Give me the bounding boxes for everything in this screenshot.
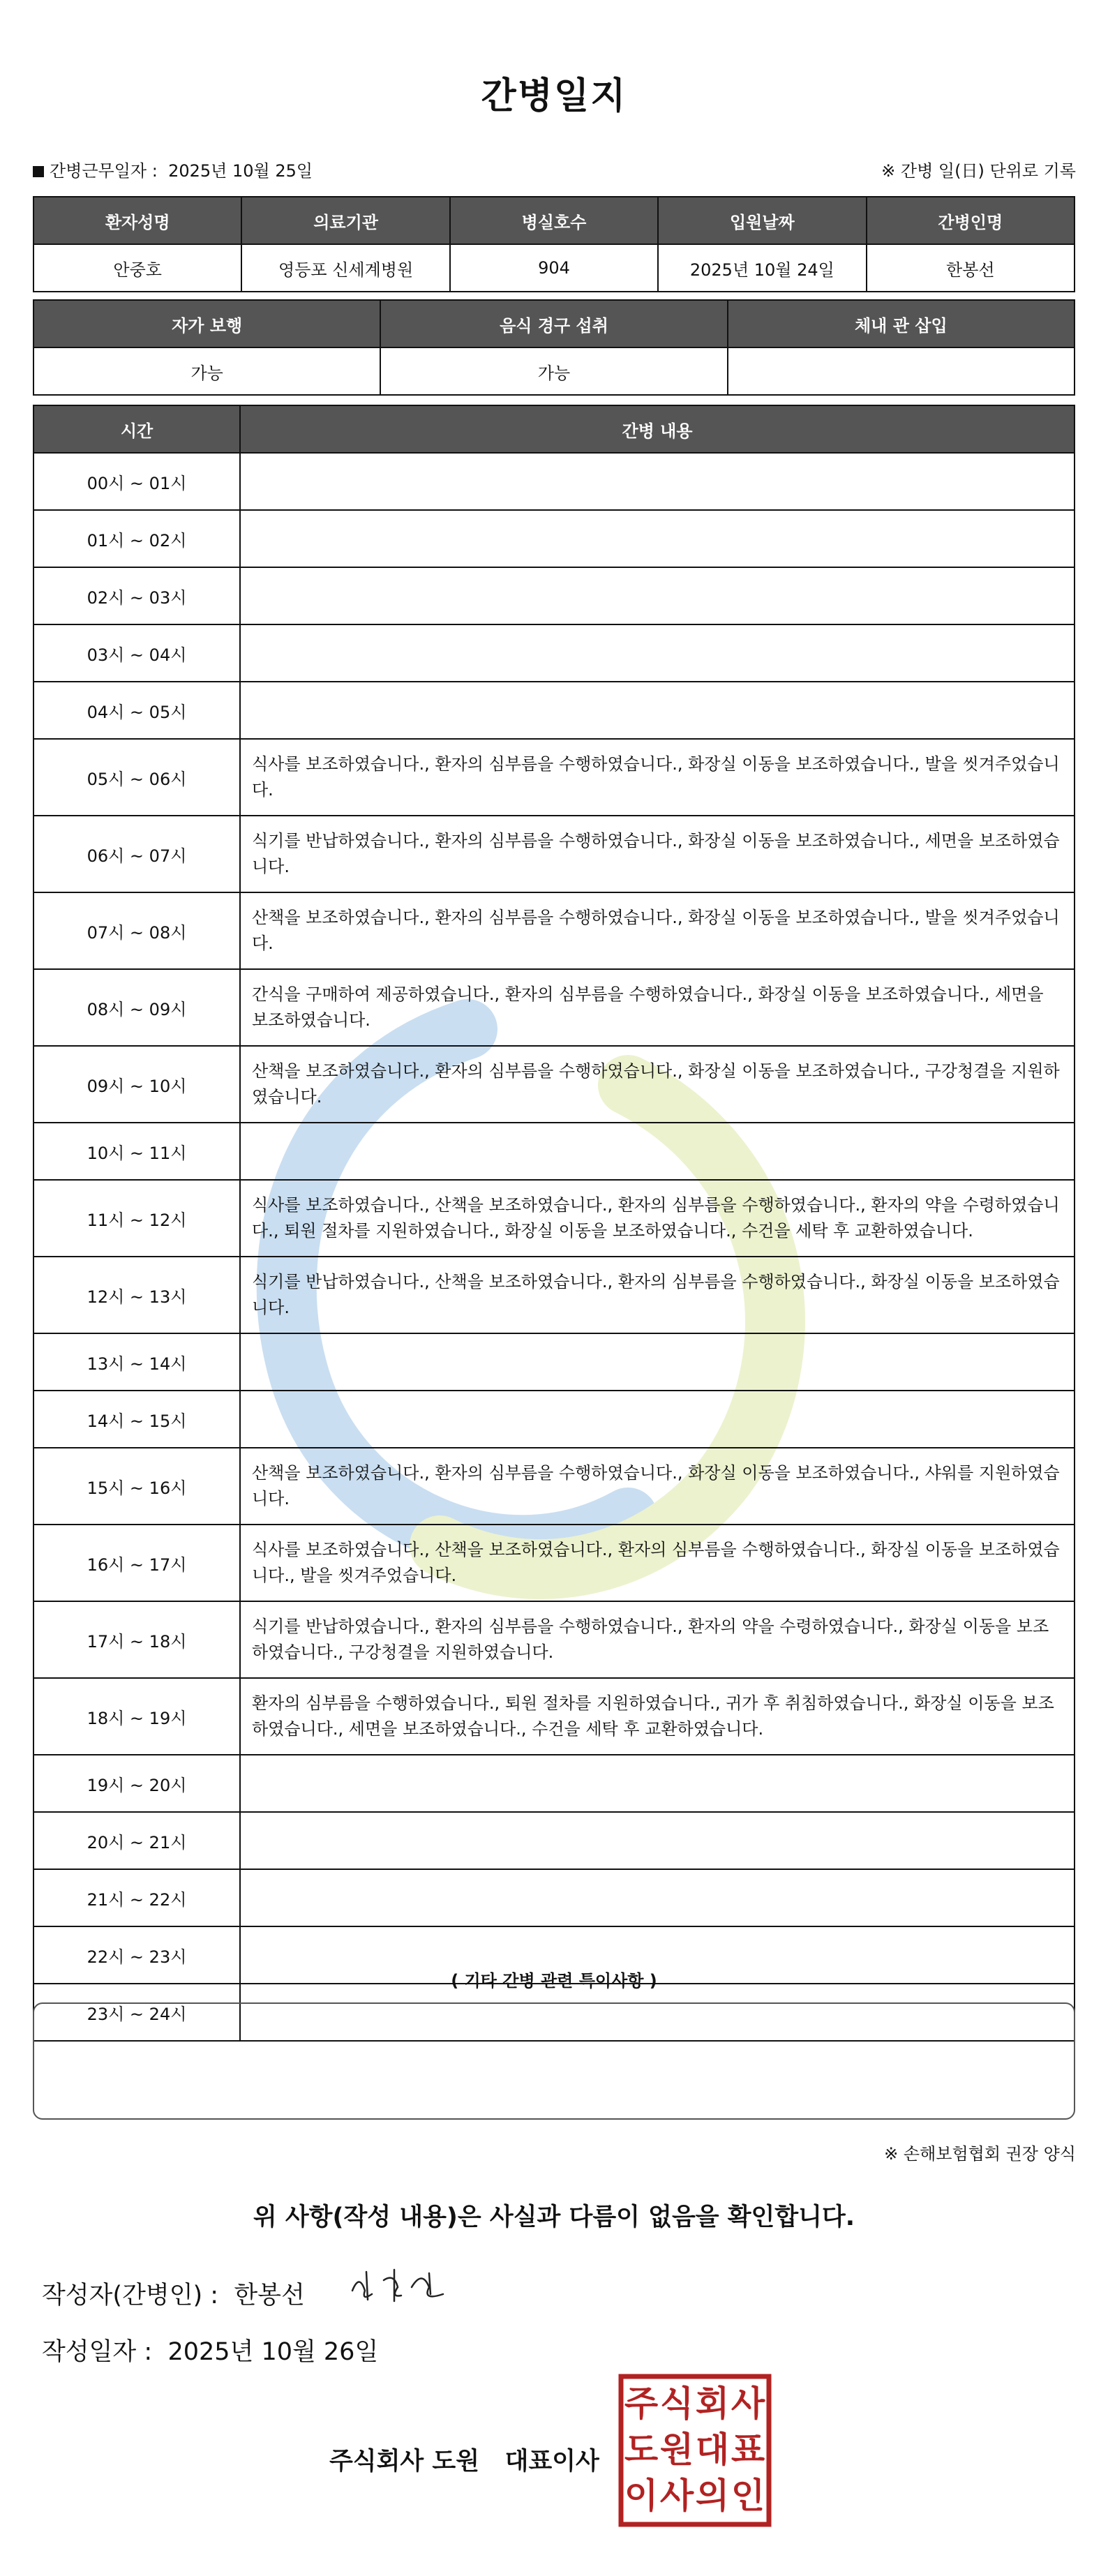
log-content (240, 682, 1075, 739)
writer-label: 작성자(간병인) : (42, 2282, 219, 2309)
seal-character: 대 (695, 2429, 730, 2470)
log-time: 08시 ~ 09시 (33, 969, 240, 1046)
room-number: 904 (450, 244, 658, 292)
oral-intake-value: 가능 (380, 347, 727, 395)
table-row (33, 816, 1075, 892)
caregiver-name: 한봉선 (867, 244, 1075, 292)
header-room: 병실호수 (450, 197, 658, 244)
log-content: 산책을 보조하였습니다., 환자의 심부름을 수행하였습니다., 화장실 이동을 보조하였습니다., 구강청결을 지원하였습니다. (240, 1046, 1075, 1123)
confirmation-statement: 위 사항(작성 내용)은 사실과 다름이 없음을 확인합니다. (253, 2203, 855, 2231)
seal-character: 주 (624, 2383, 659, 2424)
tube-insertion-value (728, 347, 1075, 395)
log-content (240, 1869, 1075, 1926)
seal-character: 식 (659, 2383, 694, 2424)
log-content: 간식을 구매하여 제공하였습니다., 환자의 심부름을 수행하였습니다., 화장실 이동을 보조하였습니다., 세면을 보조하였습니다. (240, 969, 1075, 1046)
table-row (33, 1812, 1075, 1869)
company-name: 주식회사 도원 (329, 2448, 480, 2476)
table-row (33, 510, 1075, 567)
seal-character: 의 (695, 2476, 730, 2516)
work-date-value: 2025년 10월 25일 (168, 161, 313, 181)
log-time: 07시 ~ 08시 (33, 892, 240, 969)
log-time: 14시 ~ 15시 (33, 1391, 240, 1448)
log-time: 20시 ~ 21시 (33, 1812, 240, 1869)
header-caregiver: 간병인명 (867, 197, 1075, 244)
log-time: 16시 ~ 17시 (33, 1525, 240, 1601)
log-content: 식기를 반납하였습니다., 산책을 보조하였습니다., 환자의 심부름을 수행하였습니다., 화장실 이동을 보조하였습니다. (240, 1257, 1075, 1333)
log-time: 19시 ~ 20시 (33, 1755, 240, 1812)
log-content (240, 1333, 1075, 1391)
seal-character: 회 (695, 2383, 730, 2424)
log-content: 산책을 보조하였습니다., 환자의 심부름을 수행하였습니다., 화장실 이동을 보조하였습니다., 샤워를 지원하였습니다. (240, 1448, 1075, 1525)
log-content: 식기를 반납하였습니다., 환자의 심부름을 수행하였습니다., 화장실 이동을 보조하였습니다., 세면을 보조하였습니다. (240, 816, 1075, 892)
seal-character: 도 (624, 2429, 659, 2470)
written-date-value: 2025년 10월 26일 (167, 2338, 379, 2366)
log-time: 17시 ~ 18시 (33, 1601, 240, 1678)
table-row (33, 624, 1075, 682)
table-row (33, 1525, 1075, 1601)
log-time: 05시 ~ 06시 (33, 739, 240, 816)
seal-character: 이 (624, 2476, 659, 2516)
log-time: 09시 ~ 10시 (33, 1046, 240, 1123)
log-content (240, 1123, 1075, 1180)
work-date-label: 간병근무일자 : (50, 161, 158, 181)
company-title: 대표이사 (504, 2448, 599, 2476)
seal-character: 사 (659, 2476, 694, 2516)
header-patient-name: 환자성명 (33, 197, 241, 244)
log-time: 10시 ~ 11시 (33, 1123, 240, 1180)
header-time: 시간 (33, 405, 240, 453)
log-content (240, 1391, 1075, 1448)
table-row (33, 1046, 1075, 1123)
notes-title: ( 기타 간병 관련 특이사항 ) (451, 1971, 657, 1991)
log-content: 식기를 반납하였습니다., 환자의 심부름을 수행하였습니다., 환자의 약을 수령하였습니다., 화장실 이동을 보조하였습니다., 구강청결을 지원하였습니다. (240, 1601, 1075, 1678)
seal-character: 인 (731, 2476, 765, 2516)
table-row (33, 453, 1075, 510)
log-content: 식사를 보조하였습니다., 환자의 심부름을 수행하였습니다., 화장실 이동을 보조하였습니다., 발을 씻겨주었습니다. (240, 739, 1075, 816)
form-source-label: ※ 손해보험협회 권장 양식 (884, 2144, 1076, 2164)
table-row (33, 1180, 1075, 1257)
log-time: 23시 ~ 24시 (33, 1984, 240, 2041)
log-content (240, 453, 1075, 510)
log-content (240, 1755, 1075, 1812)
square-bullet-icon (33, 166, 44, 177)
log-content (240, 1812, 1075, 1869)
hospital-name: 영등포 신세계병원 (241, 244, 449, 292)
log-time: 18시 ~ 19시 (33, 1678, 240, 1755)
patient-status-table (33, 299, 1075, 396)
table-row (33, 892, 1075, 969)
table-row (33, 1678, 1075, 1755)
table-row (33, 1448, 1075, 1525)
table-row (33, 1257, 1075, 1333)
log-time: 02시 ~ 03시 (33, 567, 240, 624)
table-row (33, 567, 1075, 624)
log-time: 11시 ~ 12시 (33, 1180, 240, 1257)
patient-info-table (33, 196, 1075, 292)
log-time: 13시 ~ 14시 (33, 1333, 240, 1391)
log-time: 22시 ~ 23시 (33, 1926, 240, 1984)
log-time: 00시 ~ 01시 (33, 453, 240, 510)
table-row (33, 682, 1075, 739)
self-walking-value: 가능 (33, 347, 380, 395)
seal-character: 원 (659, 2429, 694, 2470)
table-row (33, 1391, 1075, 1448)
company-seal-stamp (617, 2372, 773, 2529)
written-date-row (42, 2332, 378, 2367)
log-content: 식사를 보조하였습니다., 산책을 보조하였습니다., 환자의 심부름을 수행하였습니다., 환자의 약을 수령하였습니다., 퇴원 절차를 지원하였습니다., 화장실 이동을 보조하였습니다., 수건을 세탁 후 교환하였습니다. (240, 1180, 1075, 1257)
table-row (33, 1755, 1075, 1812)
admit-date: 2025년 10월 24일 (658, 244, 866, 292)
care-log-table (33, 405, 1075, 2042)
table-row (33, 1601, 1075, 1678)
log-content: 식사를 보조하였습니다., 산책을 보조하였습니다., 환자의 심부름을 수행하였습니다., 화장실 이동을 보조하였습니다., 발을 씻겨주었습니다. (240, 1525, 1075, 1601)
log-time: 04시 ~ 05시 (33, 682, 240, 739)
daily-record-note: ※ 간병 일(日) 단위로 기록 (881, 161, 1076, 181)
log-time: 21시 ~ 22시 (33, 1869, 240, 1926)
page-title: 간병일지 (481, 75, 627, 117)
log-content (240, 510, 1075, 567)
table-row (33, 1869, 1075, 1926)
log-time: 01시 ~ 02시 (33, 510, 240, 567)
log-content: 환자의 심부름을 수행하였습니다., 퇴원 절차를 지원하였습니다., 귀가 후 취침하였습니다., 화장실 이동을 보조하였습니다., 세면을 보조하였습니다., 수건을 세탁 후 교환하였습니다. (240, 1678, 1075, 1755)
log-time: 12시 ~ 13시 (33, 1257, 240, 1333)
handwritten-signature (345, 2266, 450, 2308)
log-time: 03시 ~ 04시 (33, 624, 240, 682)
special-notes-box (33, 2002, 1075, 2120)
table-row (33, 739, 1075, 816)
writer-row (42, 2276, 305, 2311)
company-signatory (329, 2442, 599, 2477)
seal-character: 사 (731, 2383, 765, 2424)
table-row (33, 1333, 1075, 1391)
header-hospital: 의료기관 (241, 197, 449, 244)
seal-character: 표 (731, 2429, 765, 2470)
header-care-content: 간병 내용 (240, 405, 1075, 453)
table-row (33, 1123, 1075, 1180)
header-admit-date: 입원날짜 (658, 197, 866, 244)
table-row (33, 969, 1075, 1046)
work-date-row (33, 157, 313, 181)
header-oral-intake: 음식 경구 섭취 (380, 300, 727, 347)
header-tube-insertion: 체내 관 삽입 (728, 300, 1075, 347)
patient-name: 안중호 (33, 244, 241, 292)
log-content (240, 624, 1075, 682)
log-time: 06시 ~ 07시 (33, 816, 240, 892)
log-time: 15시 ~ 16시 (33, 1448, 240, 1525)
written-date-label: 작성일자 : (42, 2338, 153, 2366)
header-self-walking: 자가 보행 (33, 300, 380, 347)
log-content: 산책을 보조하였습니다., 환자의 심부름을 수행하였습니다., 화장실 이동을 보조하였습니다., 발을 씻겨주었습니다. (240, 892, 1075, 969)
log-content (240, 567, 1075, 624)
writer-name: 한봉선 (234, 2282, 305, 2309)
